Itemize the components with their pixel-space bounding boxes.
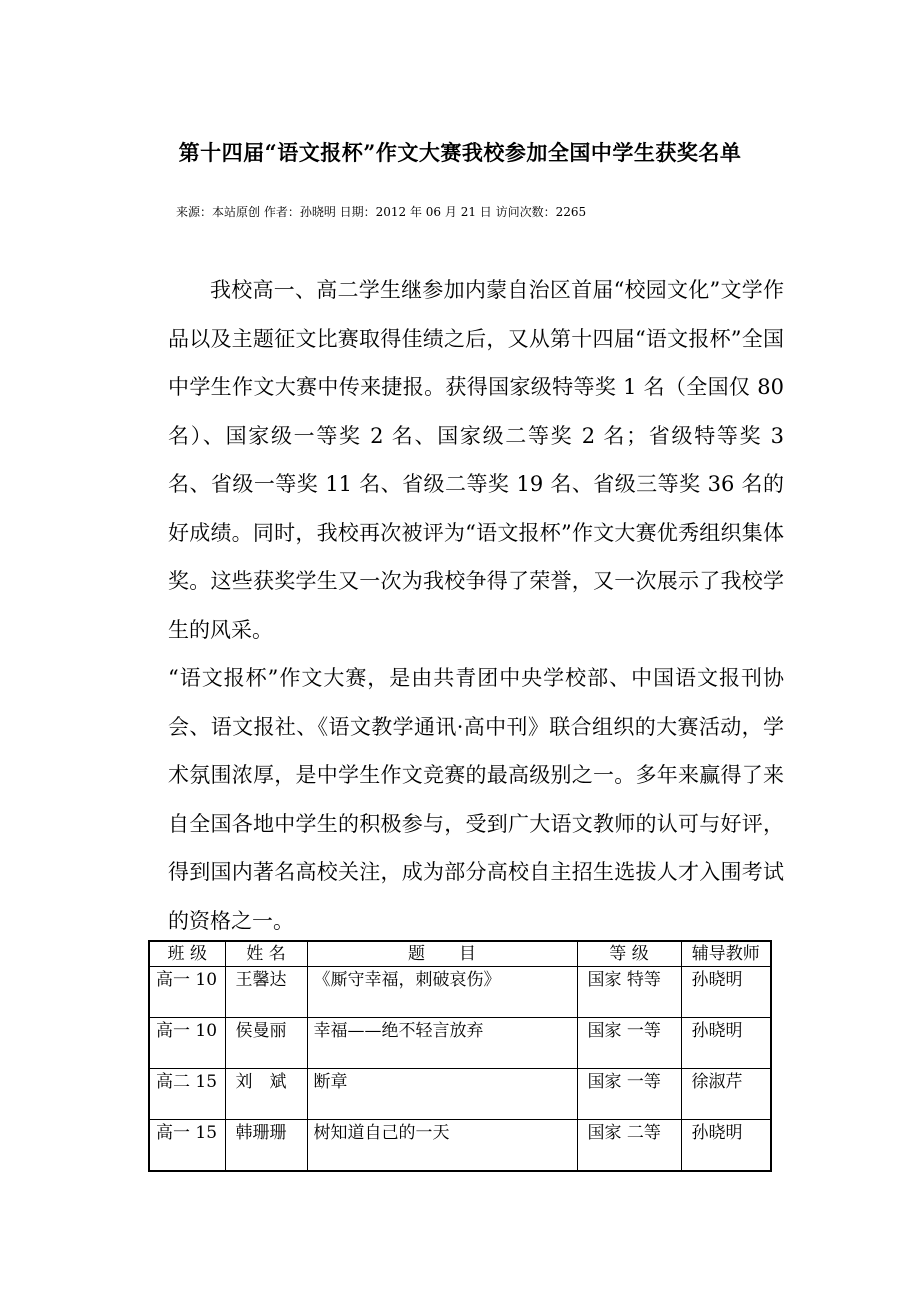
- cell-title: 断章: [307, 1069, 577, 1120]
- awards-table: [148, 940, 772, 1172]
- table-row: [149, 1018, 771, 1069]
- header-name: 姓 名: [225, 941, 307, 967]
- cell-class: 高一 10: [149, 1018, 225, 1069]
- cell-class: 高一 10: [149, 967, 225, 1018]
- table-row: [149, 967, 771, 1018]
- cell-name: 韩珊珊: [225, 1120, 307, 1172]
- article-paragraph-about-contest: “语文报杯”作文大赛，是由共青团中央学校部、中国语文报刊协会、语文报社、《语文教学通讯·高中刊》联合组织的大赛活动，学术氛围浓厚，是中学生作文竞赛的最高级别之一。多年来赢得了来自全国各地中学生的积极参与，受到广大语文教师的认可与好评，得到国内著名高校关注，成为部分高校自主招生选拔人才入围考试的资格之一。: [168, 666, 784, 933]
- header-teacher: 辅导教师: [681, 941, 771, 967]
- cell-level: 国家 一等: [577, 1069, 681, 1120]
- cell-level: 国家 一等: [577, 1018, 681, 1069]
- table-header-row: [149, 941, 771, 967]
- article-meta: 来源：本站原创 作者：孙晓明 日期：2012 年 06 月 21 日 访问次数：2265: [176, 205, 587, 219]
- cell-class: 高二 15: [149, 1069, 225, 1120]
- article-paragraph-intro: 我校高一、高二学生继参加内蒙自治区首届“校园文化”文学作品以及主题征文比赛取得佳绩之后，又从第十四届“语文报杯”全国中学生作文大赛中传来捷报。获得国家级特等奖 1 名（全国仅 80 名）、国家级一等奖 2 名、国家级二等奖 2 名；省级特等奖 3 名、省级一等奖 11 名、省级二等奖 19 名、省级三等奖 36 名的好成绩。同时，我校再次被评为“语文报杯”作文大赛优秀组织集体奖。这些获奖学生又一次为我校争得了荣誉，又一次展示了我校学生的风采。: [168, 278, 805, 642]
- cell-teacher: 孙晓明: [681, 967, 771, 1018]
- cell-title: 树知道自己的一天: [307, 1120, 577, 1172]
- table-row: [149, 1069, 771, 1120]
- cell-name: 侯曼丽: [225, 1018, 307, 1069]
- cell-title: 幸福——绝不轻言放弃: [307, 1018, 577, 1069]
- cell-class: 高一 15: [149, 1120, 225, 1172]
- table-row: [149, 1120, 771, 1172]
- cell-title: 《厮守幸福，刺破哀伤》: [307, 967, 577, 1018]
- cell-teacher: 孙晓明: [681, 1120, 771, 1172]
- article-title: 第十四届“语文报杯”作文大赛我校参加全国中学生获奖名单: [178, 140, 742, 165]
- cell-name: 刘 斌: [225, 1069, 307, 1120]
- cell-level: 国家 特等: [577, 967, 681, 1018]
- header-title: 题 目: [307, 941, 577, 967]
- header-level: 等 级: [577, 941, 681, 967]
- header-class: 班 级: [149, 941, 225, 967]
- cell-teacher: 徐淑芹: [681, 1069, 771, 1120]
- cell-name: 王馨达: [225, 967, 307, 1018]
- cell-level: 国家 二等: [577, 1120, 681, 1172]
- cell-teacher: 孙晓明: [681, 1018, 771, 1069]
